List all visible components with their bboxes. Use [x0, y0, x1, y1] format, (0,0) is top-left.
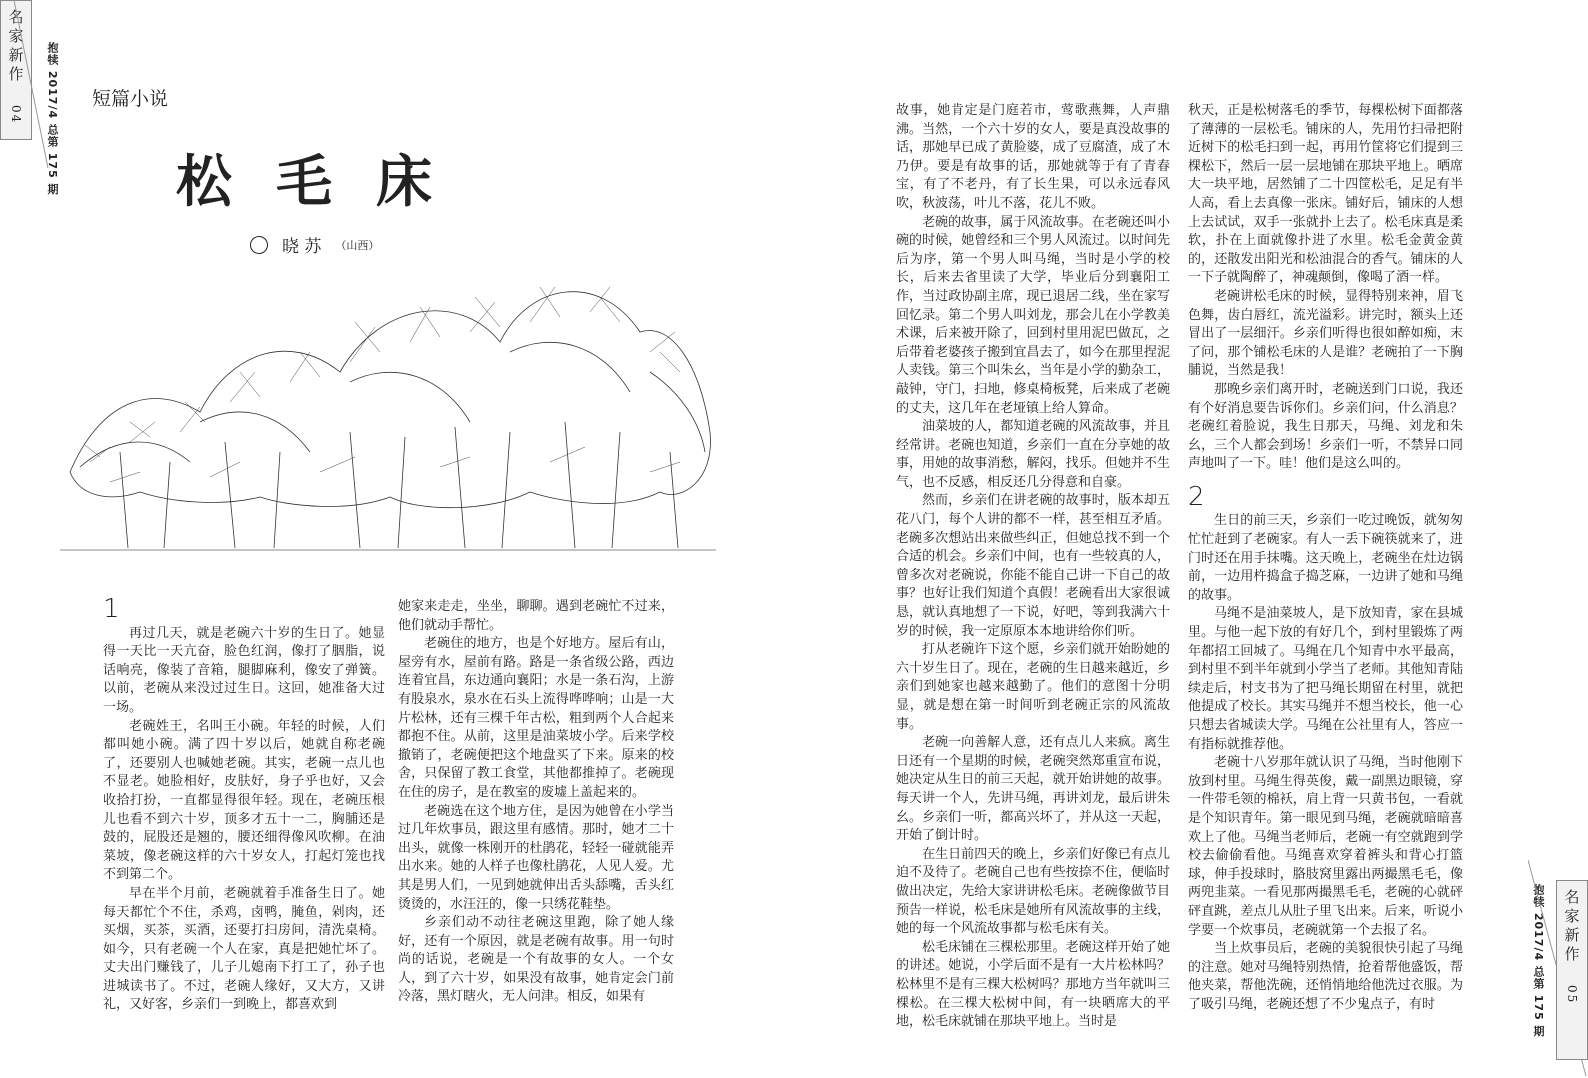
section-label: 短篇小说 [92, 88, 169, 110]
issue-info-right: 抱犊 2017/4 总第 175 期 [1532, 884, 1545, 1038]
paragraph: 老碗讲松毛床的时候，显得特别来神，眉飞色舞，齿白唇红，流光溢彩。讲完时，额头上还冒出了一层细汗。乡亲们听得也很如醉如痴，末了问，那个铺松毛床的人是谁？老碗拍了一下胸脯说，当然是我！ [1188, 288, 1463, 379]
paragraph: 生日的前三天，乡亲们一吃过晚饭，就匆匆忙忙赶到了老碗家。有人一丢下碗筷就来了，进门时还在用手抹嘴。这天晚上，老碗坐在灶边锅前，一边用杵捣盒子捣芝麻，一边讲了她和马绳的故事。 [1188, 513, 1463, 603]
paragraph: 乡亲们动不动往老碗这里跑，除了她人缘好，还有一个原因，就是老碗有故事。用一句时尚的话说，老碗是一个有故事的女人。一个女人，到了六十岁，如果没有故事，她肯定会门前冷落，黑灯瞎火，无人问津。相反，如果有 [398, 915, 674, 1005]
section-number-1: 1 [103, 594, 120, 624]
paragraph: 马绳不是油菜坡人，是下放知青，家在县城里。与他一起下放的有好几个，到村里锻炼了两年都招工回城了。马绳在几个知青中水平最高，到村里不到半年就到小学当了老师。其他知青陆续走后，村支书为了把马绳长期留在村里，就把他提成了校长。其实马绳并不想当校长，他一心只想去省城读大学。马绳在公社里有人，答应一有指标就推荐他。 [1188, 606, 1463, 752]
paragraph: 故事，她肯定是门庭若市，莺歌燕舞，人声鼎沸。当然，一个六十岁的女人，要是真没故事的话，那她早已成了黄脸婆，成了豆腐渣，成了木乃伊。要是有故事的话，那她就等于有了青春宝，有了不老丹，有了长生果，可以永远春风吹，秋波荡，叶儿不落，花儿不败。 [896, 103, 1170, 211]
text-column-1 [103, 594, 385, 1015]
pine-forest-illustration [60, 262, 716, 558]
column-tab-label: 名家新作 [6, 9, 25, 85]
author-name: 晓 苏 [282, 237, 322, 257]
page-corner-fold-left [0, 0, 50, 170]
right-gutter [1556, 0, 1588, 1078]
paragraph: 当上炊事员后，老碗的美貌很快引起了马绳的注意。她对马绳特别热情，抢着帮他盛饭，帮他夹菜，帮他洗碗，还悄悄地给他洗过衣服。为了吸引马绳，老碗还想了不少鬼点子，有时 [1188, 941, 1463, 1012]
paragraph: 在生日前四天的晚上，乡亲们好像已有点儿迫不及待了。老碗自己也有些按捺不住，便临时做出决定，先给大家讲讲松毛床。老碗像做节目预告一样说，松毛床是她所有风流故事的主线，她的每一个风流故事都与松毛床有关。 [896, 846, 1170, 937]
page-number-right: 05 [1565, 985, 1579, 1005]
paragraph: 老碗住的地方，也是个好地方。屋后有山，屋旁有水，屋前有路。路是一条省级公路，西边连着宜昌，东边通向襄阳；水是一条石沟，上游有股泉水，泉水在石头上流得哗哗响；山是一大片松林，还有三棵千年古松，粗到两个人合起来都抱不住。从前，这里是油菜坡小学。后来学校撤销了，老碗便把这个地盘买了下来。原来的校舍，只保留了教工食堂，其他都推掉了。老碗现在住的房子，是在教室的废墟上盖起来的。 [398, 636, 674, 800]
paragraph: 老碗姓王，名叫王小碗。年轻的时候，人们都叫她小碗。满了四十岁以后，她就自称老碗了，还要别人也喊她老碗。其实，老碗一点儿也不显老。她脸相好，皮肤好，身子乎也好，又会收拾打扮，一直都显得很年轻。现在，老碗压根儿也看不到六十岁，顶多才五十一二，胸脯还是鼓的，屁股还是翘的，腰还细得像风吹柳。在油菜坡，像老碗这样的六十岁女人，打起灯笼也找不到第二个。 [103, 718, 385, 883]
paragraph: 秋天，正是松树落毛的季节，每棵松树下面都落了薄薄的一层松毛。铺床的人，先用竹扫帚把附近树下的松毛扫到一起，再用竹筐将它们提到三棵松下，然后一层一层地铺在那块平地上。晒席大一块平地，居然铺了二十四筐松毛，足足有半人高，看上去真像一张床。铺好后，铺床的人想上去试试，双手一张就扑上去了。松毛床真是柔软，扑在上面就像扑进了水里。松毛金黄金黄的，还散发出阳光和松油混合的香气。铺床的人一下子就陶醉了，神魂颠倒，像喝了酒一样。 [1188, 103, 1463, 286]
story-title: 松毛床 [176, 149, 476, 215]
paragraph: 然而，乡亲们在讲老碗的故事时，版本却五花八门，每个人讲的都不一样，甚至相互矛盾。老碗多次想站出来做些纠正，但她总找不到一个合适的机会。乡亲们中间，也有一些较真的人，曾多次对老碗说，你能不能自己讲一下自己的故事？也好让我们知道个真假！老碗看出大家很诚恳，就认真地想了一下说，好吧，等到我满六十岁的时候，我一定原原本本地讲给你们听。 [896, 493, 1170, 639]
section-number-2: 2 [1188, 481, 1205, 512]
paragraph: 老碗选在这个地方住，是因为她曾在小学当过几年炊事员，跟这里有感情。那时，她才二十出头，就像一株刚开的杜鹃花，轻轻一碰就能弄出水来。她的人样子也像杜鹃花，人见人爱。尤其是男人们，一见到她就伸出舌头舔嘴，舌头红烫烫的，水汪汪的，像一只绣花鞋垫。 [398, 803, 674, 912]
paragraph: 松毛床铺在三棵松那里。老碗这样开始了她的讲述。她说，小学后面不是有一大片松林吗？松林里不是有三棵大松树吗？那地方当年就叫三棵松。在三棵大松树中间，有一块晒席大的平地，松毛床就铺在那块平地上。当时是 [896, 939, 1170, 1030]
paragraph: 早在半个月前，老碗就着手准备生日了。她每天都忙个不住，杀鸡，卤鸭，腌鱼，剁肉，还买烟，买茶，买酒，还要打扫房间，清洗桌椅。如今，只有老碗一个人在家，真是把她忙坏了。丈夫出门赚钱了，儿子儿媳南下打工了，孙子也进城读书了。不过，老碗人缘好，又大方，又讲礼，又好客，乡亲们一到晚上，都喜欢到 [103, 885, 385, 1013]
issue-info-left: 抱犊 2017/4 总第 175 期 [46, 42, 59, 196]
paragraph: 那晚乡亲们离开时，老碗送到门口说，我还有个好消息要告诉你们。乡亲们问，什么消息？老碗红着脸说，我生日那天，马绳、刘龙和朱幺，三个人都会到场！乡亲们一听，不禁异口同声地叫了一下。哇！他们是这么叫的。 [1188, 381, 1463, 472]
paragraph: 她家来走走，坐坐，聊聊。遇到老碗忙不过来，他们就动手帮忙。 [398, 599, 674, 633]
paragraph: 打从老碗许下这个愿，乡亲们就开始盼她的六十岁生日了。现在，老碗的生日越来越近，乡亲们到她家也越来越勤了。他们的意图十分明显，就是想在第一时间听到老碗正宗的风流故事。 [896, 642, 1170, 732]
paragraph: 油菜坡的人，都知道老碗的风流故事，并且经常讲。老碗也知道，乡亲们一直在分享她的故事，用她的故事消愁，解闷，找乐。但她并不生气，也不反感，相反还几分得意和自豪。 [896, 419, 1170, 490]
author-region: （山西） [335, 238, 380, 252]
column-tab-right [1556, 880, 1588, 1060]
byline-circle-icon [250, 236, 268, 254]
text-column-3 [896, 102, 1170, 1032]
paragraph: 再过几天，就是老碗六十岁的生日了。她显得一天比一天亢奋，脸色红润，像打了胭脂，说话响亮，像装了音箱，腿脚麻利，像安了弹簧。以前，老碗从来没过过生日。这回，她准备大过一场。 [103, 625, 385, 715]
paragraph: 老碗十八岁那年就认识了马绳，当时他刚下放到村里。马绳生得英俊，戴一副黑边眼镜，穿一件带毛领的棉袄，肩上背一只黄书包，一看就是个知识青年。第一眼见到马绳，老碗就暗暗喜欢上了他。马绳当老师后，老碗一有空就跑到学校去偷偷看他。马绳喜欢穿着裤头和背心打篮球，伸手投球时，胳肢窝里露出两撮黑毛毛，像两兜韭菜。一看见那两撮黑毛毛，老碗的心就砰砰直跳，差点儿从肚子里飞出来。后来，听说小学要一个炊事员，老碗就第一个去报了名。 [1188, 755, 1463, 938]
paragraph: 老碗一向善解人意，还有点儿人来疯。离生日还有一个星期的时候，老碗突然郑重宣布说，她决定从生日的前三天起，就开始讲她的故事。每天讲一个人，先讲马绳，再讲刘龙，最后讲朱幺。乡亲们一听，都高兴坏了，并从这一天起，开始了倒计时。 [896, 735, 1170, 844]
paragraph: 老碗的故事，属于风流故事。在老碗还叫小碗的时候，她曾经和三个男人风流过。以时间先后为序，第一个男人叫马绳，当时是小学的校长，后来去省里读了大学，毕业后分到襄阳工作，当过政协副主席，现已退居二线，坐在家写回忆录。第二个男人叫刘龙，那会儿在小学教美术课，后来被开除了，回到村里用泥巴做瓦，之后带着老婆孩子搬到宜昌去了，如今在那里捏泥人卖钱。第三个叫朱幺，当年是小学的勤杂工，敲钟，守门，扫地，修桌椅板凳，后来成了老碗的丈夫，这几年在老垭镇上给人算命。 [896, 214, 1170, 416]
byline [250, 232, 379, 257]
column-tab-label: 名家新作 [1562, 889, 1581, 965]
page-number-left: 04 [9, 105, 23, 125]
text-column-4 [1188, 102, 1463, 1015]
text-column-2 [398, 598, 674, 1007]
